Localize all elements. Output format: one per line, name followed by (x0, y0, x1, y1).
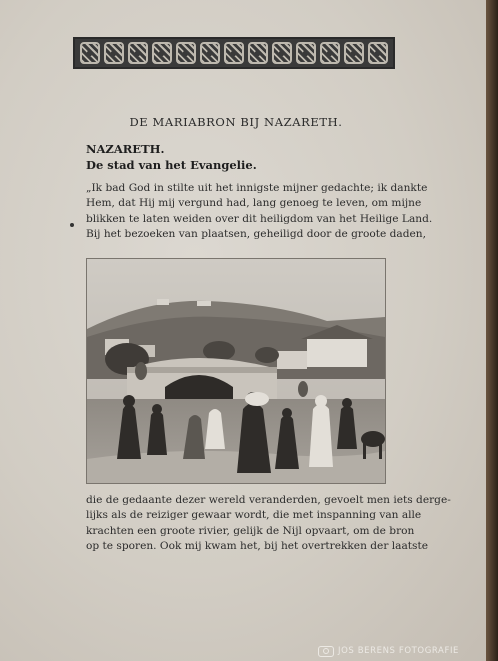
text-line: Bij het bezoeken van plaatsen, geheiligd door de groote daden, (86, 227, 426, 240)
decorative-header-band (73, 37, 395, 69)
paragraph-continued (86, 493, 451, 554)
photographer-watermark (318, 644, 459, 658)
text-line: krachten een groote rivier, gelijk de Nijl opvaart, om de bron (86, 524, 415, 537)
text-line: „Ik bad God in stilte uit het innigste mijner gedachte; ik dankte (86, 182, 428, 194)
text-line: die de gedaante dezer wereld veranderden, gevoelt men iets derge- (86, 494, 451, 506)
ornament-cell (176, 42, 196, 64)
text-line: Hem, dat Hij mij vergund had, lang genoeg te leven, om mijne (86, 197, 422, 210)
watermark-text: JOS BERENS FOTOGRAFIE (338, 646, 460, 656)
chapter-heading: DE MARIABRON BIJ NAZARETH. (129, 115, 343, 129)
ornament-cell (296, 42, 316, 64)
ornament-cell (368, 42, 388, 64)
text-line: op te sporen. Ook mij kwam het, bij het overtrekken der laatste (86, 539, 428, 552)
camera-icon (318, 646, 334, 657)
well-scene-engraving-icon (86, 258, 386, 484)
ornament-cell (224, 42, 244, 64)
ornament-cell (152, 42, 172, 64)
ornament-cell (344, 42, 364, 64)
text-line: blikken te laten weiden over dit heiligdom van het Heilige Land. (86, 212, 433, 225)
ornament-cell (128, 42, 148, 64)
ornament-cell (104, 42, 124, 64)
ornament-cell (248, 42, 268, 64)
ornament-cell (200, 42, 220, 64)
section-title: NAZARETH. (86, 142, 165, 156)
ornament-cell (272, 42, 292, 64)
page-edge-shadow (486, 0, 498, 661)
margin-dot (70, 223, 74, 227)
ornament-cell (80, 42, 100, 64)
ornament-cell (320, 42, 340, 64)
text-line: lijks als de reiziger gewaar wordt, die met inspanning van alle (86, 509, 422, 522)
paragraph-intro (86, 181, 433, 242)
section-subtitle: De stad van het Evangelie. (86, 158, 257, 172)
